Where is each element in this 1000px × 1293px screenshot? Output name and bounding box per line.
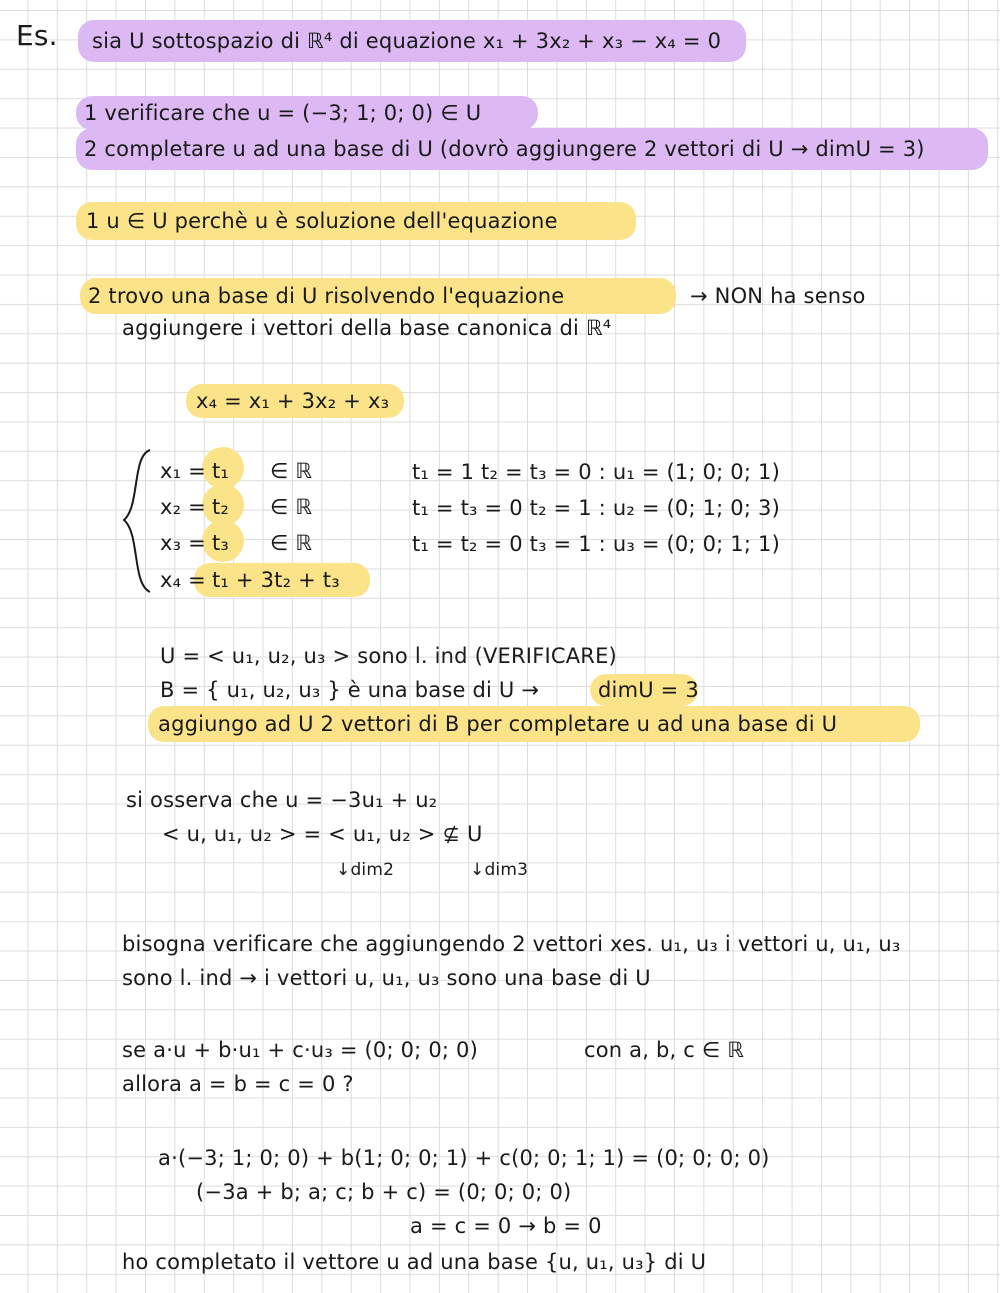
verify-line-2: sono l. ind → i vettori u, u₁, u₃ sono una base di U xyxy=(122,966,651,990)
system-left: x₁ = xyxy=(160,459,206,483)
answer-1: 1 u ∈ U perchè u è soluzione dell'equazione xyxy=(86,209,558,233)
observe-dim3: ↓dim3 xyxy=(470,860,529,880)
cond-line-1-tail: con a, b, c ∈ ℝ xyxy=(584,1038,745,1062)
system-left: x₄ = xyxy=(160,568,206,592)
answer-2-line2: aggiungere i vettori della base canonica di ℝ⁴ xyxy=(122,316,612,340)
cond-line-2: allora a = b = c = 0 ? xyxy=(122,1072,354,1096)
system-param: t₂ xyxy=(212,495,230,519)
span-dim: dimU = 3 xyxy=(598,678,699,702)
exercise-label: Es. xyxy=(16,19,58,52)
answer-2-line1: 2 trovo una base di U risolvendo l'equazione xyxy=(88,284,565,308)
system-domain: ∈ ℝ xyxy=(270,459,313,483)
system-brace xyxy=(118,446,158,596)
system-domain: ∈ ℝ xyxy=(270,531,313,555)
verify-line-1: bisogna verificare che aggiungendo 2 vettori xes. u₁, u₃ i vettori u, u₁, u₃ xyxy=(122,932,901,956)
calc-line-1: a·(−3; 1; 0; 0) + b(1; 0; 0; 1) + c(0; 0; 1; 1) = (0; 0; 0; 0) xyxy=(158,1146,770,1170)
span-line-2: B = { u₁, u₂, u₃ } è una base di U → xyxy=(160,678,540,702)
calc-line-4: ho completato il vettore u ad una base {u, u₁, u₃} di U xyxy=(122,1250,707,1274)
calc-line-2: (−3a + b; a; c; b + c) = (0; 0; 0; 0) xyxy=(196,1180,572,1204)
system-left: x₂ = xyxy=(160,495,206,519)
task-1: 1 verificare che u = (−3; 1; 0; 0) ∈ U xyxy=(84,101,482,125)
system-param: t₃ xyxy=(212,531,230,555)
calc-line-3: a = c = 0 → b = 0 xyxy=(410,1214,602,1238)
answer-2-line1-tail: → NON ha senso xyxy=(690,284,866,308)
system-param: t₁ xyxy=(212,459,230,483)
observe-dim2: ↓dim2 xyxy=(336,860,395,880)
task-2: 2 completare u ad una base di U (dovrò aggiungere 2 vettori di U → dimU = 3) xyxy=(84,137,925,161)
param-row-2: t₁ = t₃ = 0 t₂ = 1 : u₂ = (0; 1; 0; 3) xyxy=(412,496,780,520)
system-left: x₃ = xyxy=(160,531,206,555)
span-line-1: U = < u₁, u₂, u₃ > sono l. ind (VERIFICARE) xyxy=(160,644,617,668)
x4-equation: x₄ = x₁ + 3x₂ + x₃ xyxy=(196,389,390,413)
observe-line-1: si osserva che u = −3u₁ + u₂ xyxy=(126,788,438,812)
span-line-3: aggiungo ad U 2 vettori di B per completare u ad una base di U xyxy=(158,712,838,736)
observe-line-2: < u, u₁, u₂ > = < u₁, u₂ > ⊈ U xyxy=(162,822,483,846)
system-domain: ∈ ℝ xyxy=(270,495,313,519)
param-row-3: t₁ = t₂ = 0 t₃ = 1 : u₃ = (0; 0; 1; 1) xyxy=(412,532,780,556)
param-row-1: t₁ = 1 t₂ = t₃ = 0 : u₁ = (1; 0; 0; 1) xyxy=(412,460,780,484)
exercise-statement: sia U sottospazio di ℝ⁴ di equazione x₁ + 3x₂ + x₃ − x₄ = 0 xyxy=(92,29,722,53)
system-param: t₁ + 3t₂ + t₃ xyxy=(212,568,340,592)
cond-line-1: se a·u + b·u₁ + c·u₃ = (0; 0; 0; 0) xyxy=(122,1038,478,1062)
